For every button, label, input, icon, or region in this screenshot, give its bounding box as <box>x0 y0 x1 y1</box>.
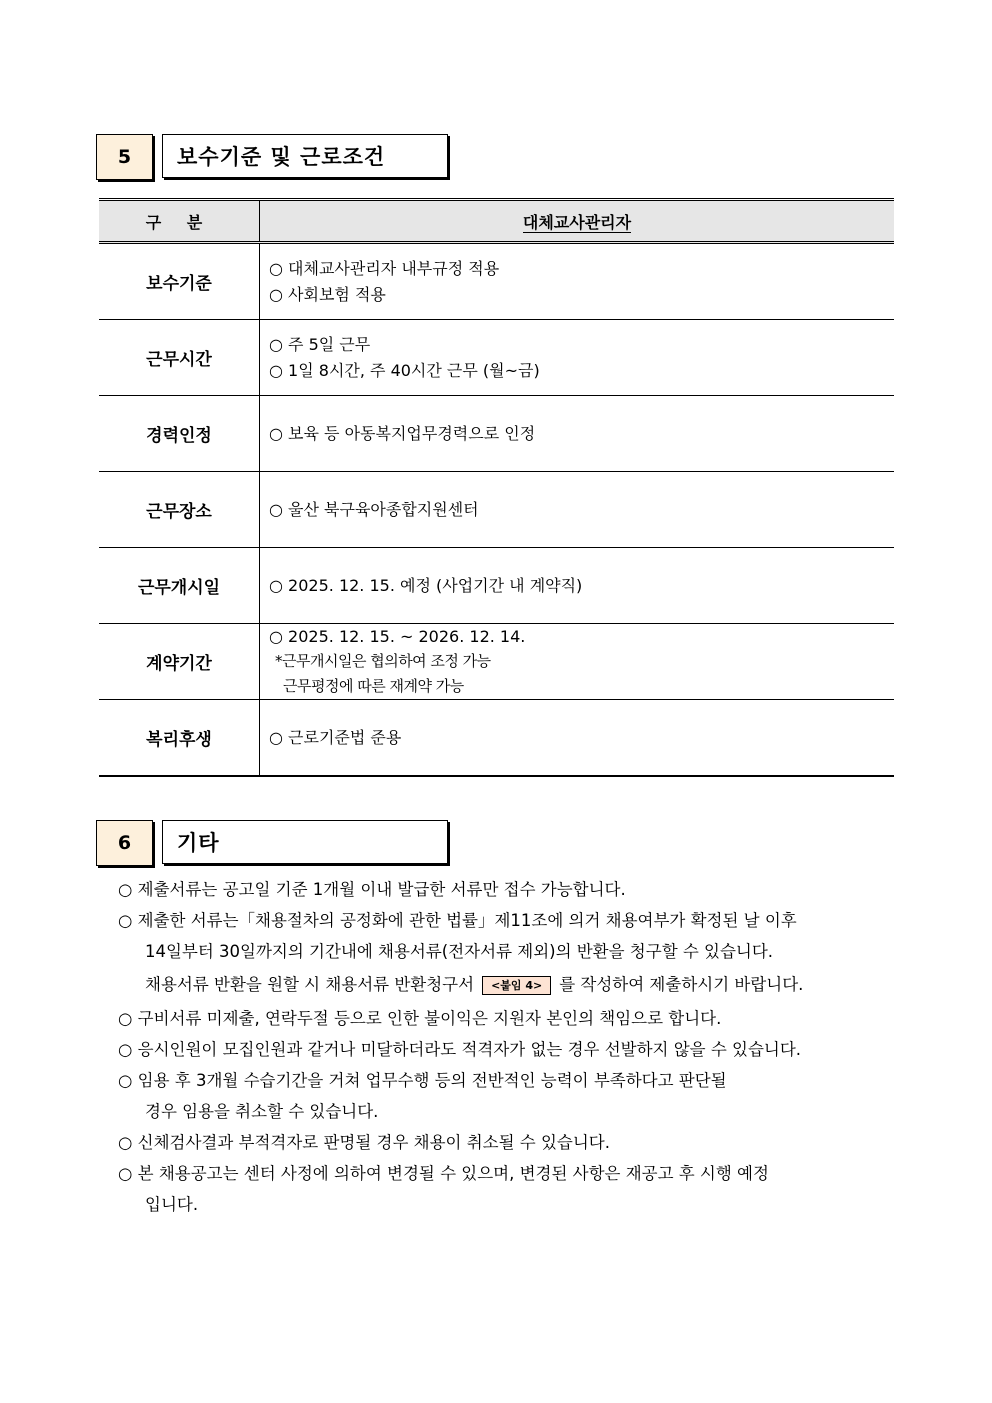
table-row <box>99 320 894 396</box>
row-value: ○ 2025. 12. 15. ~ 2026. 12. 14. *근무개시일은 협의하여 조정 가능 근무평정에 따른 재계약 가능 <box>260 624 895 700</box>
row-label: 보수기준 <box>99 243 260 320</box>
row-label: 근무장소 <box>99 472 260 548</box>
section-number: 6 <box>96 820 153 866</box>
row-value: ○ 주 5일 근무 ○ 1일 8시간, 주 40시간 근무 (월~금) <box>260 320 895 396</box>
list-item-continuation: 입니다. <box>145 1195 199 1214</box>
header-position: 대체교사관리자 <box>260 200 895 243</box>
list-item: ○ 구비서류 미제출, 연락두절 등으로 인한 불이익은 지원자 본인의 책임으로 합니다. <box>118 1009 722 1028</box>
section-title: 기타 <box>162 820 448 864</box>
row-label: 근무시간 <box>99 320 260 396</box>
row-value: ○ 근로기준법 준용 <box>260 700 895 777</box>
table-row <box>99 472 894 548</box>
list-item: ○ 제출한 서류는「채용절차의 공정화에 관한 법률」제11조에 의거 채용여부가 확정된 날 이후 <box>118 911 797 930</box>
list-item-continuation: 14일부터 30일까지의 기간내에 채용서류(전자서류 제외)의 반환을 청구할 수 있습니다. <box>145 942 774 961</box>
table-header-row <box>99 200 894 243</box>
section-title: 보수기준 및 근로조건 <box>162 134 448 178</box>
list-item: ○ 본 채용공고는 센터 사정에 의하여 변경될 수 있으며, 변경된 사항은 재공고 후 시행 예정 <box>118 1164 769 1183</box>
header-category: 구 분 <box>99 200 260 243</box>
etc-list <box>118 874 918 1220</box>
list-item: ○ 응시인원이 모집인원과 같거나 미달하더라도 적격자가 없는 경우 선발하지 않을 수 있습니다. <box>118 1040 802 1059</box>
list-item: ○ 신체검사결과 부적격자로 판명될 경우 채용이 취소될 수 있습니다. <box>118 1133 610 1152</box>
row-label: 복리후생 <box>99 700 260 777</box>
table-row <box>99 624 894 700</box>
table-row <box>99 700 894 777</box>
attachment-tag: <붙임 4> <box>482 976 551 995</box>
row-value: ○ 대체교사관리자 내부규정 적용 ○ 사회보험 적용 <box>260 243 895 320</box>
list-item-continuation: 채용서류 반환을 원할 시 채용서류 반환청구서 <붙임 4> 를 작성하여 제출하시기 바랍니다. <box>145 975 804 994</box>
list-item-continuation: 경우 임용을 취소할 수 있습니다. <box>145 1102 379 1121</box>
row-label: 경력인정 <box>99 396 260 472</box>
section-number: 5 <box>96 134 153 180</box>
row-label: 계약기간 <box>99 624 260 700</box>
row-label: 근무개시일 <box>99 548 260 624</box>
conditions-table <box>99 198 894 777</box>
row-value: ○ 2025. 12. 15. 예정 (사업기간 내 계약직) <box>260 548 895 624</box>
list-item: ○ 임용 후 3개월 수습기간을 거쳐 업무수행 등의 전반적인 능력이 부족하다고 판단될 <box>118 1071 727 1090</box>
table-row <box>99 396 894 472</box>
table-row <box>99 548 894 624</box>
row-value: ○ 보육 등 아동복지업무경력으로 인정 <box>260 396 895 472</box>
row-value: ○ 울산 북구육아종합지원센터 <box>260 472 895 548</box>
table-row <box>99 243 894 320</box>
list-item: ○ 제출서류는 공고일 기준 1개월 이내 발급한 서류만 접수 가능합니다. <box>118 880 626 899</box>
